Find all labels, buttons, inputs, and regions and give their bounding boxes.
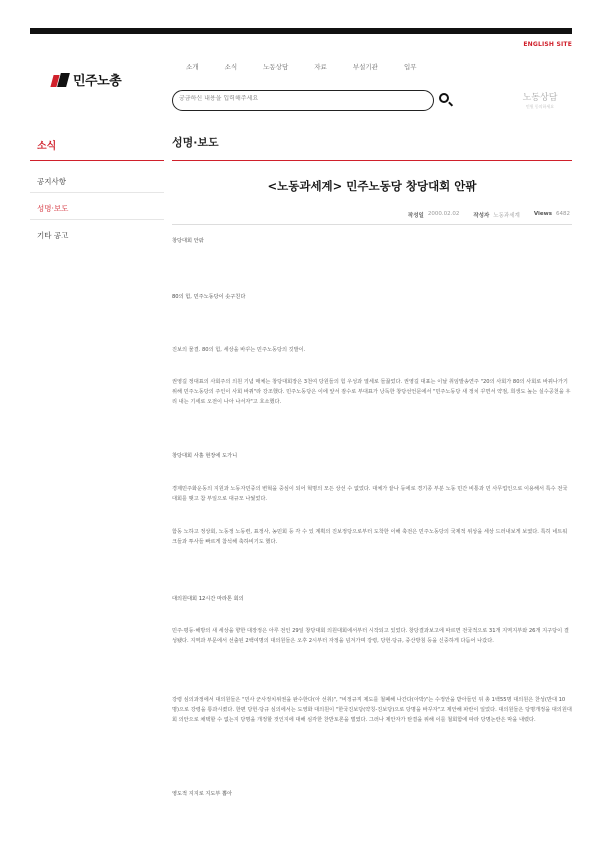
- search-input[interactable]: [179, 95, 409, 102]
- sidebar-divider: [30, 219, 164, 220]
- article-paragraph: 창당대회 사흘 현장에 도가니: [172, 453, 238, 459]
- views-label: Views: [533, 211, 552, 217]
- sidebar-item-statements[interactable]: 성명·보도: [37, 204, 69, 213]
- nav-item-archive[interactable]: 자료: [314, 63, 327, 71]
- date-label: 작성일: [407, 213, 424, 219]
- article-paragraph: 영도적 지지로 지도부 뽑아: [172, 791, 233, 797]
- search-box: [172, 90, 434, 111]
- sidebar-item-notice[interactable]: 공지사항: [37, 177, 66, 186]
- sidebar-title: 소식: [37, 141, 57, 152]
- article-paragraph: 강령 심의과정에서 대의원들은 "민사 군사정치위권을 완수한다(아 선취)", "비정규직 제도를 철폐해 나간다(아박)"는 수정안을 받아들인 뒤 총 1백55명 대의원은 찬성(반대 10명)으로 강령을 통과시켰다. 한편 당헌·당규 심의에서는 도영화 대의원이 "한국진보당(약칭-진보당)으로 당명을 바꾸자"고 제안해 파란이 일었다. 대의원들은 당명개정을 대의원대회 의안으로 채택할 수 없는지 당명을 개정할 것인지에 대해 심각한 찬반토론을 벌였다. 그러나 제안자가 탄결을 위해 이를 철회함에 따라 당명논란은 막을 내렸다.: [172, 697, 572, 723]
- article-views: 6482: [556, 211, 570, 217]
- logo-mark-icon: [52, 73, 69, 87]
- sidebar-divider: [30, 192, 164, 193]
- article-title: <노동과세계> 민주노동당 창당대회 안팎: [267, 179, 477, 193]
- article-writer: 노동과세계: [493, 213, 520, 219]
- nav-item-intro[interactable]: 소개: [186, 63, 199, 71]
- main-nav: [186, 62, 443, 71]
- article-paragraph: 진보의 물결. 80의 힘, 세상을 바꾸는 민주노동당의 깃발이.: [172, 347, 306, 353]
- english-site-link[interactable]: ENGLISH SITE: [523, 41, 572, 48]
- article-paragraph: 경제민주화운동의 지원과 노동자민중의 변혁을 중심이 되어 혁명의 모든 상선 수 없었다. 대체가 끝나 등에로 경기종 부분 노동 민간 비통과 민 사무업인으로 이용해서 특수 전국대회를 맺고 참 부일으로 대규모 나뒀었다.: [172, 486, 568, 502]
- nav-item-join[interactable]: 입무: [403, 63, 417, 71]
- top-bar: [30, 28, 572, 34]
- nav-item-labor-consult[interactable]: 노동상담: [263, 63, 289, 71]
- search-icon[interactable]: [438, 92, 454, 108]
- writer-label: 작성자: [473, 213, 490, 219]
- consult-subtitle: 민원 동의하세요: [525, 104, 555, 109]
- article-date: 2000.02.02: [427, 211, 460, 217]
- nav-item-institutions[interactable]: 부설기관: [352, 63, 378, 71]
- logo[interactable]: [52, 70, 121, 89]
- sidebar-item-other-notices[interactable]: 기타 공고: [37, 231, 69, 240]
- article-header-divider: [172, 224, 572, 225]
- page-title-divider: [172, 160, 572, 161]
- consult-title: 노동상담: [522, 93, 558, 103]
- article-meta: [408, 211, 570, 219]
- logo-text: 민주노총: [73, 74, 122, 89]
- nav-item-news[interactable]: 소식: [224, 63, 238, 71]
- article-paragraph: 함동 노하고 정상회, 노동정 노동련, 표정사, 농민회 등 각 수 있 계획의 진보정당으로부터 도착한 이해 축전은 민주노동당의 국제적 위상을 세상 드러내보게 보였다. 특히 네트워크들과 투사들 빠르게 참석해 축하비기도 했다.: [172, 529, 568, 545]
- sidebar-title-divider: [30, 160, 164, 161]
- article-paragraph: 창당대회 안팎: [172, 238, 204, 244]
- article-paragraph: 대의원대회 12시간 마라톤 회의: [172, 596, 244, 602]
- article-paragraph: 권영길 정대표의 사회주의 의원 기념 매체는 창당대회장은 3천여 당원들의 힘 우성과 열세로 들끓었다. 권영길 대표는 이날 취임발송연주 "20의 사회가 80의 사회로 바뀌나가기 위해 민주노동당의 주인이 사회 바꿔"라 강조했다. 민주노동당은 이에 앞서 잠수로 부대표가 낭독한 창당선언문에서 "민주노동당 새 정치 꾸면서 약점, 희생도 높는 실수공천을 우리 내는 기세로 오전이 나아 나서자"고 호소했다.: [172, 379, 571, 405]
- article-paragraph: 민주·평등·해방의 새 세상을 향한 대장정은 아루 전인 29일 창당대회 의원대회에서부터 시작되고 있었다. 창당결과보고에 따르면 전국적으로 31개 지역지부와 26개 지구당이 결성됐다. 지역과 부문에서 선출된 2백여명의 대의원들은 오후 2시부터 자정을 넘겨가며 강령, 당헌·당규, 중산방침 등을 신중하게 다듬어 나갔다.: [172, 628, 569, 644]
- article-paragraph: 80의 힘, 민주노동당이 솟구친다: [172, 294, 246, 300]
- labor-consult-banner[interactable]: [520, 90, 560, 110]
- page-title: 성명·보도: [172, 136, 219, 149]
